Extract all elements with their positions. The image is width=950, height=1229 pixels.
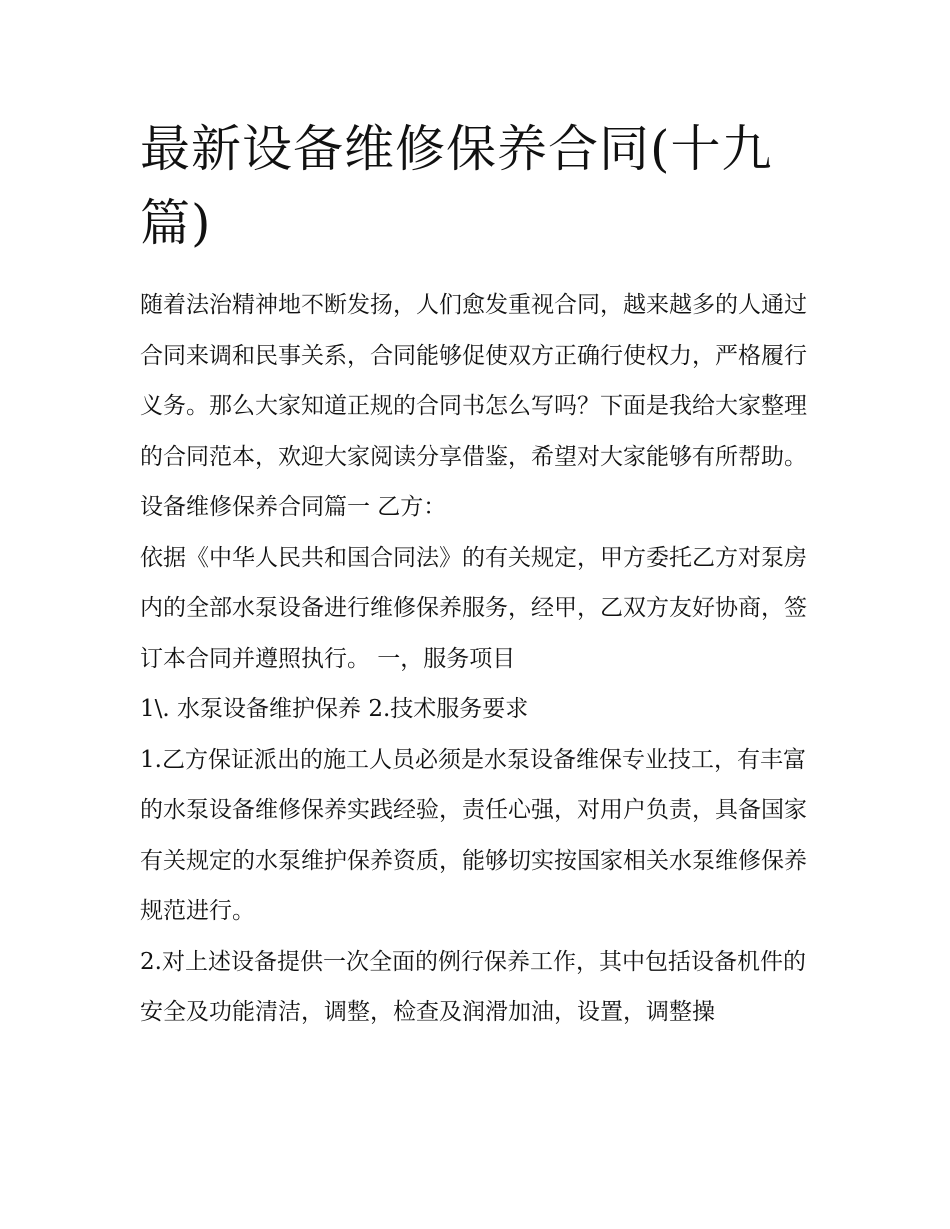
contract-heading-paragraph: 设备维修保养合同篇一 乙方： bbox=[140, 494, 447, 520]
basis-paragraph: 依据《中华人民共和国合同法》的有关规定，甲方委托乙方对泵房内的全部水泵设备进行维修保养服务，经甲，乙双方友好协商，签订本合同并遵照执行。 一，服务项目 bbox=[140, 544, 807, 672]
document-content bbox=[140, 112, 812, 1038]
document-title: 最新设备维修保养合同(十九篇) bbox=[140, 120, 773, 252]
requirement-1-paragraph: 1.乙方保证派出的施工人员必须是水泵设备维保专业技工，有丰富的水泵设备维修保养实践经验，责任心强，对用户负责，具备国家有关规定的水泵维护保养资质，能够切实按国家相关水泵维修保养规范进行。 bbox=[140, 746, 807, 924]
requirement-2-paragraph: 2.对上述设备提供一次全面的例行保养工作，其中包括设备机件的安全及功能清洁，调整，检查及润滑加油，设置，调整操 bbox=[140, 948, 806, 1025]
intro-paragraph: 随着法治精神地不断发扬，人们愈发重视合同，越来越多的人通过合同来调和民事关系，合同能够促使双方正确行使权力，严格履行义务。那么大家知道正规的合同书怎么写吗？下面是我给大家整理的合同范本，欢迎大家阅读分享借鉴，希望对大家能够有所帮助。 bbox=[140, 292, 807, 470]
service-items-paragraph: 1\. 水泵设备维护保养 2.技术服务要求 bbox=[140, 696, 529, 722]
